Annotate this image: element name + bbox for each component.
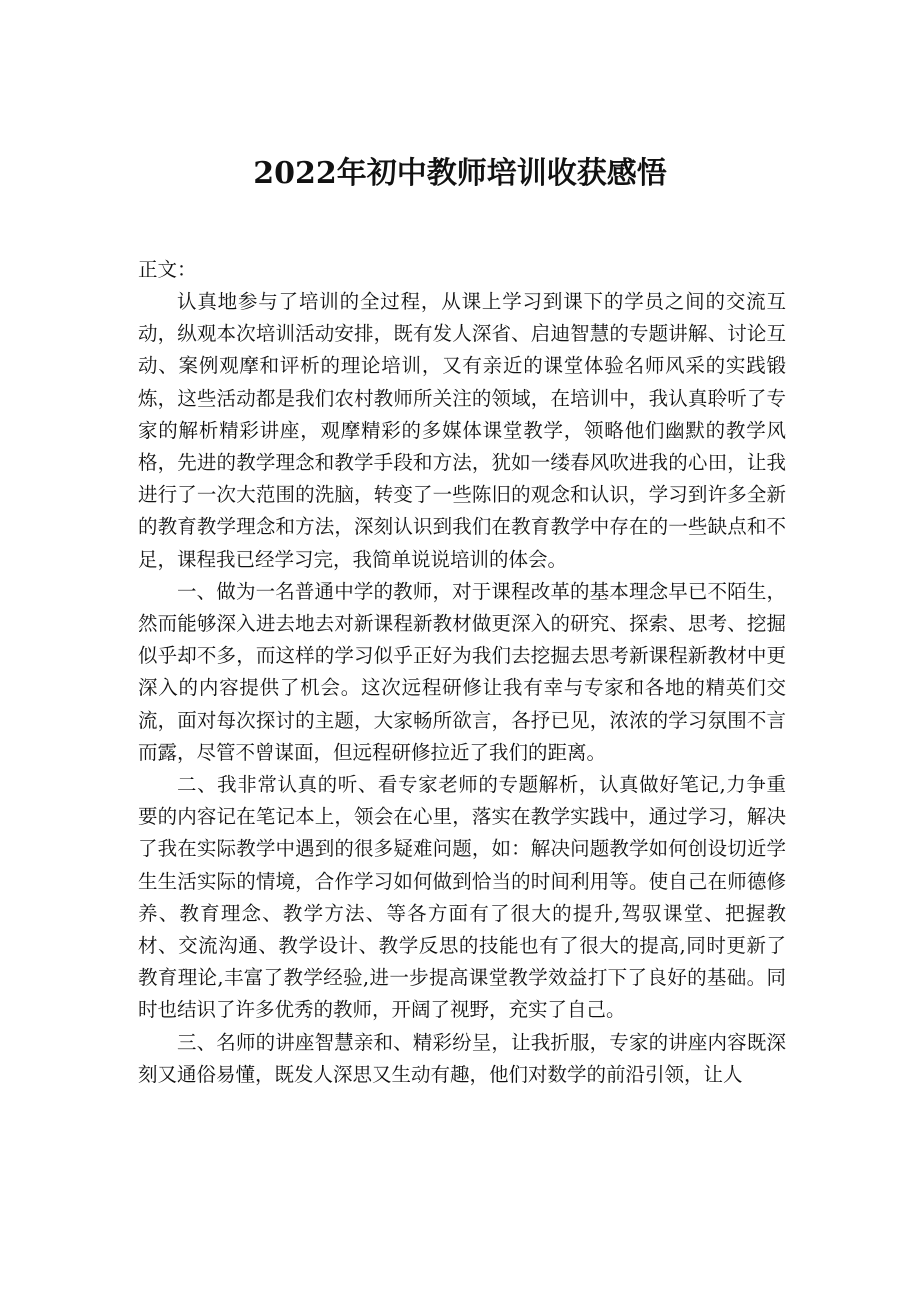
document-body xyxy=(138,286,786,1091)
body-label: 正文： xyxy=(138,258,197,281)
paragraph-point-2: 二、我非常认真的听、看专家老师的专题解析，认真做好笔记,力争重要的内容记在笔记本上，领会在心里，落实在教学实践中，通过学习，解决了我在实际教学中遇到的很多疑难问题，如：解决问题教学如何创设切近学生生活实际的情境，合作学习如何做到恰当的时间利用等。使自己在师德修养、教育理念、教学方法、等各方面有了很大的提升,驾驭课堂、把握教材、交流沟通、教学设计、教学反思的技能也有了很大的提高,同时更新了教育理论,丰富了教学经验,进一步提高课堂教学效益打下了良好的基础。同时也结识了许多优秀的教师，开阔了视野，充实了自己。 xyxy=(138,773,786,1022)
document-title: 2022年初中教师培训收获感悟 xyxy=(253,156,667,191)
paragraph-point-1: 一、做为一名普通中学的教师，对于课程改革的基本理念早已不陌生，然而能够深入进去地去对新课程新教材做更深入的研究、探索、思考、挖掘似乎却不多，而这样的学习似乎正好为我们去挖掘去思考新课程新教材中更深入的内容提供了机会。这次远程研修让我有幸与专家和各地的精英们交流，面对每次探讨的主题，大家畅所欲言，各抒已见，浓浓的学习氛围不言而露，尽管不曾谋面，但远程研修拉近了我们的距离。 xyxy=(138,579,786,764)
paragraph-point-3: 三、名师的讲座智慧亲和、精彩纷呈，让我折服，专家的讲座内容既深刻又通俗易懂，既发人深思又生动有趣，他们对数学的前沿引领，让人 xyxy=(138,1030,786,1086)
paragraph-intro: 认真地参与了培训的全过程，从课上学习到课下的学员之间的交流互动，纵观本次培训活动安排，既有发人深省、启迪智慧的专题讲解、讨论互动、案例观摩和评析的理论培训，又有亲近的课堂体验名师风采的实践锻炼，这些活动都是我们农村教师所关注的领域，在培训中，我认真聆听了专家的解析精彩讲座，观摩精彩的多媒体课堂教学，领略他们幽默的教学风格，先进的教学理念和教学手段和方法，犹如一缕春风吹进我的心田，让我进行了一次大范围的洗脑，转变了一些陈旧的观念和认识，学习到许多全新的教育教学理念和方法，深刻认识到我们在教育教学中存在的一些缺点和不足，课程我已经学习完，我简单说说培训的体会。 xyxy=(138,290,786,571)
